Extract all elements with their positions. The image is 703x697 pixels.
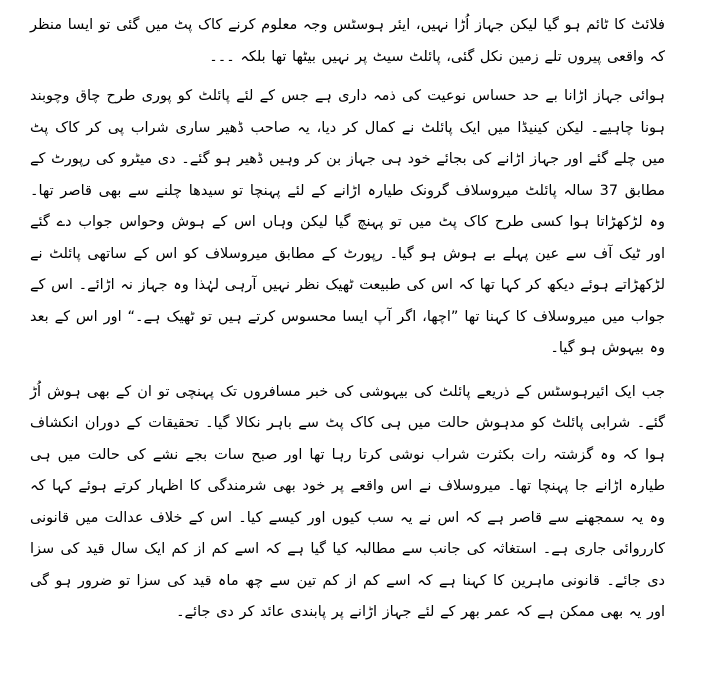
article-body-paragraph-2: جب ایک ائیرہوسٹس کے ذریعے پائلٹ کی بیہوشی کی خبر مسافروں تک پہنچی تو ان کے بھی ہوش اُڑ گئے۔ شرابی پائلٹ کو مدہوش حالت میں ہی کاک پٹ سے باہر نکالا گیا۔ تحقیقات کے دوران انکشاف ہوا کہ وہ گزشتہ رات بکثرت شراب نوشی کرتا رہا تھا اور صبح سات بجے نشے کی حالت میں ہی طیارہ اڑانے جا پہنچا تھا۔ میروسلاف نے اس واقعے پر خود بھی شرمندگی کا اظہار کرتے ہوئے کہا کہ وہ یہ سمجھنے سے قاصر ہے کہ اس نے یہ سب کیوں اور کیسے کیا۔ اس کے خلاف عدالت میں قانونی کارروائی جاری ہے۔ استغاثہ کی جانب سے مطالبہ کیا گیا ہے کہ اسے کم از کم ایک سال قید کی سزا دی جائے۔ قانونی ماہرین کا کہنا ہے کہ اسے کم از کم تین سے چھ ماہ قید کی سزا تو ضرور ہو گی اور یہ بھی ممکن ہے کہ عمر بھر کے لئے جہاز اڑانے پر پابندی عائد کر دی جائے۔ xyxy=(30,383,665,620)
article-headline-paragraph: فلائٹ کا ٹائم ہو گیا لیکن جہاز اُڑا نہیں، ایئر ہوسٹس وجہ معلوم کرنے کاک پٹ میں گئی تو ایسا منظر کہ واقعی پیروں تلے زمین نکل گئی، پائلٹ سیٹ پر نہیں بیٹھا تھا بلکہ ۔۔۔ xyxy=(30,17,665,65)
article-body-paragraph-1: ہوائی جہاز اڑانا بے حد حساس نوعیت کی ذمہ داری ہے جس کے لئے پائلٹ کو پوری طرح چاق وچوبند ہونا چاہیے۔ لیکن کینیڈا میں ایک پائلٹ نے کمال کر دیا، یہ صاحب ڈھیر ساری شراب پی کر کاک پٹ میں چلے گئے اور جہاز اڑانے کی بجائے خود ہی جہاز بن کر وہیں ڈھیر ہو گئے۔ دی میٹرو کی رپورٹ کے مطابق 37 سالہ پائلٹ میروسلاف گرونک طیارہ اڑانے کے لئے پہنچا تو سیدھا چلنے سے بھی قاصر تھا۔ وہ لڑکھڑاتا ہوا کسی طرح کاک پٹ میں تو پہنچ گیا لیکن وہاں اس کے ہوش وحواس جواب دے گئے اور ٹیک آف سے عین پہلے بے ہوش ہو گیا۔ رپورٹ کے مطابق میروسلاف کو اس کے ساتھی پائلٹ نے لڑکھڑاتے ہوئے دیکھ کر کہا تھا کہ اس کی طبیعت ٹھیک نظر نہیں آرہی لہٰذا وہ جہاز نہ اڑائے۔ اس کے جواب میں میروسلاف کا کہنا تھا ”اچھا، اگر آپ ایسا محسوس کرتے ہیں تو ٹھیک ہے۔“ اور اس کے بعد وہ بیہوش ہو گیا۔ xyxy=(30,88,665,356)
